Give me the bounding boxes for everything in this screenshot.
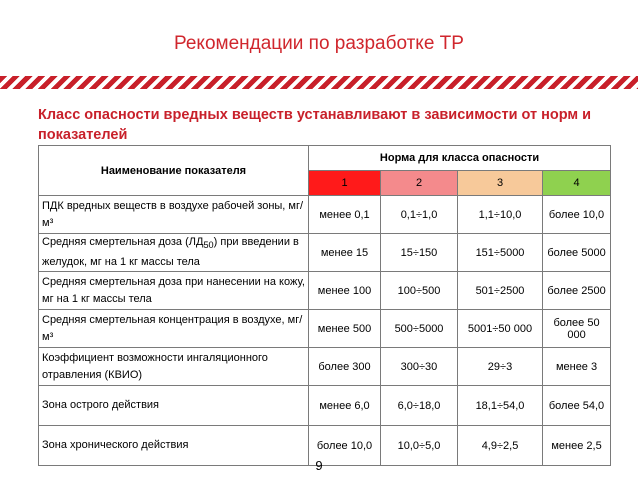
header-norm-group: Норма для класса опасности	[309, 146, 611, 171]
row-name: Средняя смертельная доза при нанесении на кожу, мг на 1 кг массы тела	[39, 272, 309, 310]
value-class-3: 4,9÷2,5	[458, 426, 543, 466]
decorative-stripe	[0, 76, 638, 89]
value-class-2: 10,0÷5,0	[381, 426, 458, 466]
value-class-1: более 10,0	[309, 426, 381, 466]
value-class-3: 18,1÷54,0	[458, 386, 543, 426]
table-row	[39, 234, 611, 272]
header-indicator-name: Наименование показателя	[39, 146, 309, 196]
value-class-2: 300÷30	[381, 348, 458, 386]
header-class-4: 4	[543, 171, 611, 196]
table-row	[39, 386, 611, 426]
value-class-4: более 5000	[543, 234, 611, 272]
hazard-class-table	[38, 145, 611, 466]
value-class-1: менее 500	[309, 310, 381, 348]
value-class-3: 151÷5000	[458, 234, 543, 272]
row-name-part: Средняя смертельная доза (ЛД	[42, 236, 204, 248]
row-name: Средняя смертельная концентрация в воздухе, мг/м³	[39, 310, 309, 348]
value-class-3: 5001÷50 000	[458, 310, 543, 348]
value-class-4: менее 3	[543, 348, 611, 386]
row-name: ПДК вредных веществ в воздухе рабочей зоны, мг/м³	[39, 196, 309, 234]
row-name: Зона хронического действия	[39, 426, 309, 466]
value-class-1: менее 100	[309, 272, 381, 310]
value-class-1: менее 6,0	[309, 386, 381, 426]
page-number: 9	[315, 458, 323, 473]
row-name-part: ) при введении в желудок, мг на 1 кг массы тела	[42, 236, 299, 269]
header-class-3: 3	[458, 171, 543, 196]
value-class-3: 501÷2500	[458, 272, 543, 310]
table-row	[39, 310, 611, 348]
value-class-4: более 50 000	[543, 310, 611, 348]
row-name: Зона острого действия	[39, 386, 309, 426]
value-class-3: 1,1÷10,0	[458, 196, 543, 234]
value-class-4: менее 2,5	[543, 426, 611, 466]
row-name-subscript: 50	[203, 240, 214, 251]
header-class-1: 1	[309, 171, 381, 196]
value-class-3: 29÷3	[458, 348, 543, 386]
row-name	[39, 234, 309, 272]
slide-subtitle: Класс опасности вредных веществ устанавливают в зависимости от норм и показателей	[38, 107, 592, 143]
value-class-1: более 300	[309, 348, 381, 386]
value-class-2: 0,1÷1,0	[381, 196, 458, 234]
table-row	[39, 348, 611, 386]
value-class-4: более 54,0	[543, 386, 611, 426]
value-class-1: менее 15	[309, 234, 381, 272]
value-class-2: 100÷500	[381, 272, 458, 310]
header-class-2: 2	[381, 171, 458, 196]
value-class-2: 500÷5000	[381, 310, 458, 348]
slide-title: Рекомендации по разработке ТР	[174, 33, 464, 54]
table-row	[39, 272, 611, 310]
value-class-1: менее 0,1	[309, 196, 381, 234]
row-name: Коэффициент возможности ингаляционного отравления (КВИО)	[39, 348, 309, 386]
table-row	[39, 196, 611, 234]
value-class-2: 6,0÷18,0	[381, 386, 458, 426]
value-class-4: более 2500	[543, 272, 611, 310]
value-class-4: более 10,0	[543, 196, 611, 234]
value-class-2: 15÷150	[381, 234, 458, 272]
